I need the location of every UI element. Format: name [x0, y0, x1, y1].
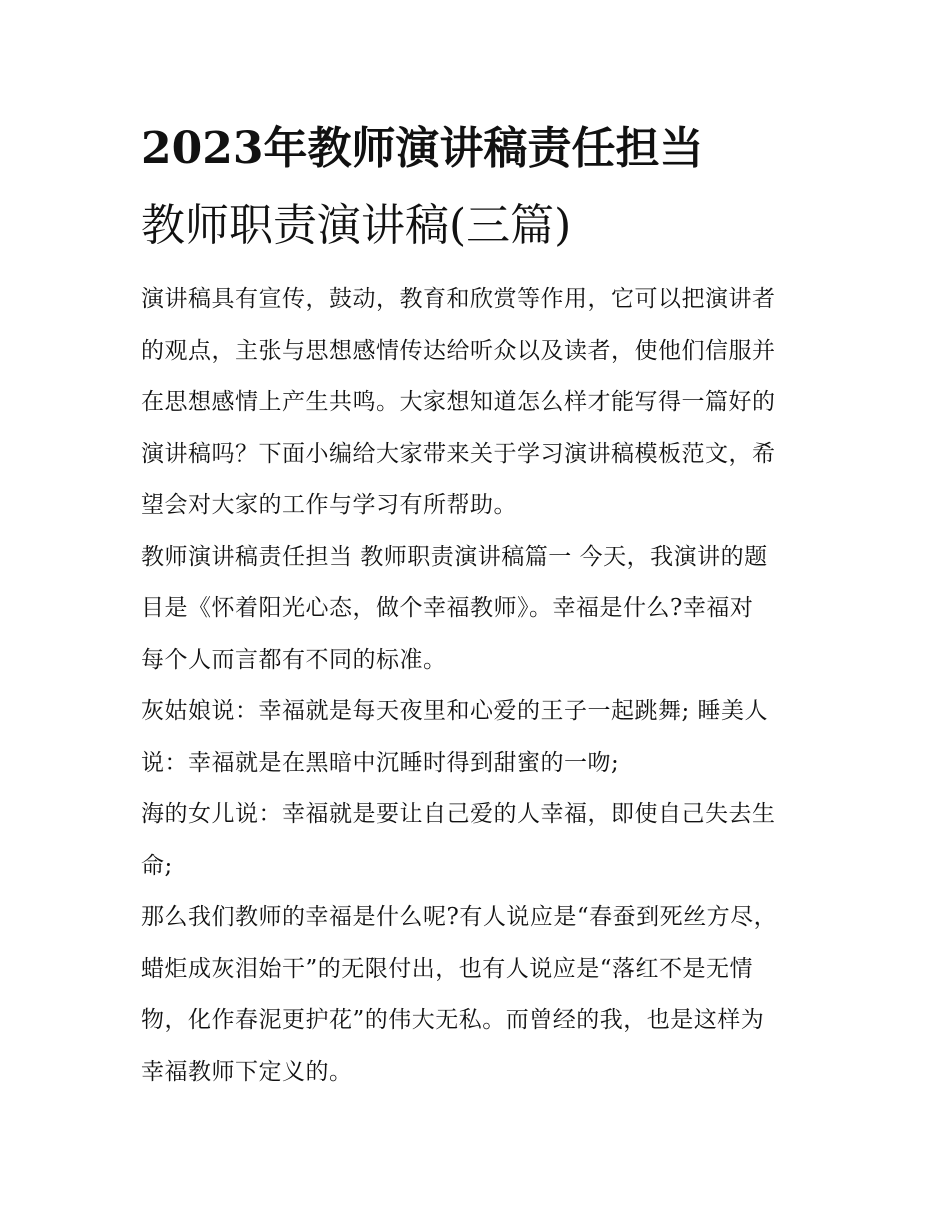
text-line: 在思想感情上产生共鸣。大家想知道怎么样才能写得一篇好的 — [141, 389, 776, 415]
text-line: 教师演讲稿责任担当 教师职责演讲稿篇一 今天，我演讲的题 — [141, 543, 768, 570]
text-line: 那么我们教师的幸福是什么呢?有人说应是“春蚕到死丝方尽， — [141, 904, 778, 930]
text-line: 幸福教师下定义的。 — [141, 1058, 353, 1085]
text-line: 海的女儿说：幸福就是要让自己爱的人幸福，即使自己失去生 — [141, 801, 776, 827]
document-body — [141, 274, 820, 1098]
text-line: 蜡炬成灰泪始干”的无限付出，也有人说应是“落红不是无情 — [141, 955, 754, 982]
text-line: 物，化作春泥更护花”的伟大无私。而曾经的我，也是这样为 — [141, 1007, 765, 1033]
text-line: 每个人而言都有不同的标准。 — [141, 646, 447, 673]
paragraph-cinderella — [141, 686, 820, 789]
text-line: 灰姑娘说：幸福就是每天夜里和心爱的王子一起跳舞; 睡美人 — [141, 698, 769, 724]
text-line: 望会对大家的工作与学习有所帮助。 — [141, 492, 517, 518]
text-line: 命; — [141, 852, 173, 879]
title-line: 教师职责演讲稿(三篇) — [141, 200, 572, 251]
text-line: 演讲稿具有宣传，鼓动，教育和欣赏等作用，它可以把演讲者 — [141, 286, 776, 312]
paragraph-little-mermaid — [141, 789, 820, 892]
title-line: 2023年教师演讲稿责任担当 — [141, 123, 704, 174]
text-line: 目是《怀着阳光心态，做个幸福教师》。幸福是什么?幸福对 — [141, 595, 754, 621]
paragraph-teacher-happiness — [141, 892, 820, 1098]
text-line: 说：幸福就是在黑暗中沉睡时得到甜蜜的一吻; — [141, 749, 620, 776]
text-line: 演讲稿吗？下面小编给大家带来关于学习演讲稿模板范文，希 — [141, 440, 776, 467]
document-title — [141, 110, 820, 264]
text-line: 的观点，主张与思想感情传达给听众以及读者，使他们信服并 — [141, 337, 776, 364]
paragraph-intro — [141, 274, 820, 532]
paragraph-speech-opening — [141, 532, 820, 687]
